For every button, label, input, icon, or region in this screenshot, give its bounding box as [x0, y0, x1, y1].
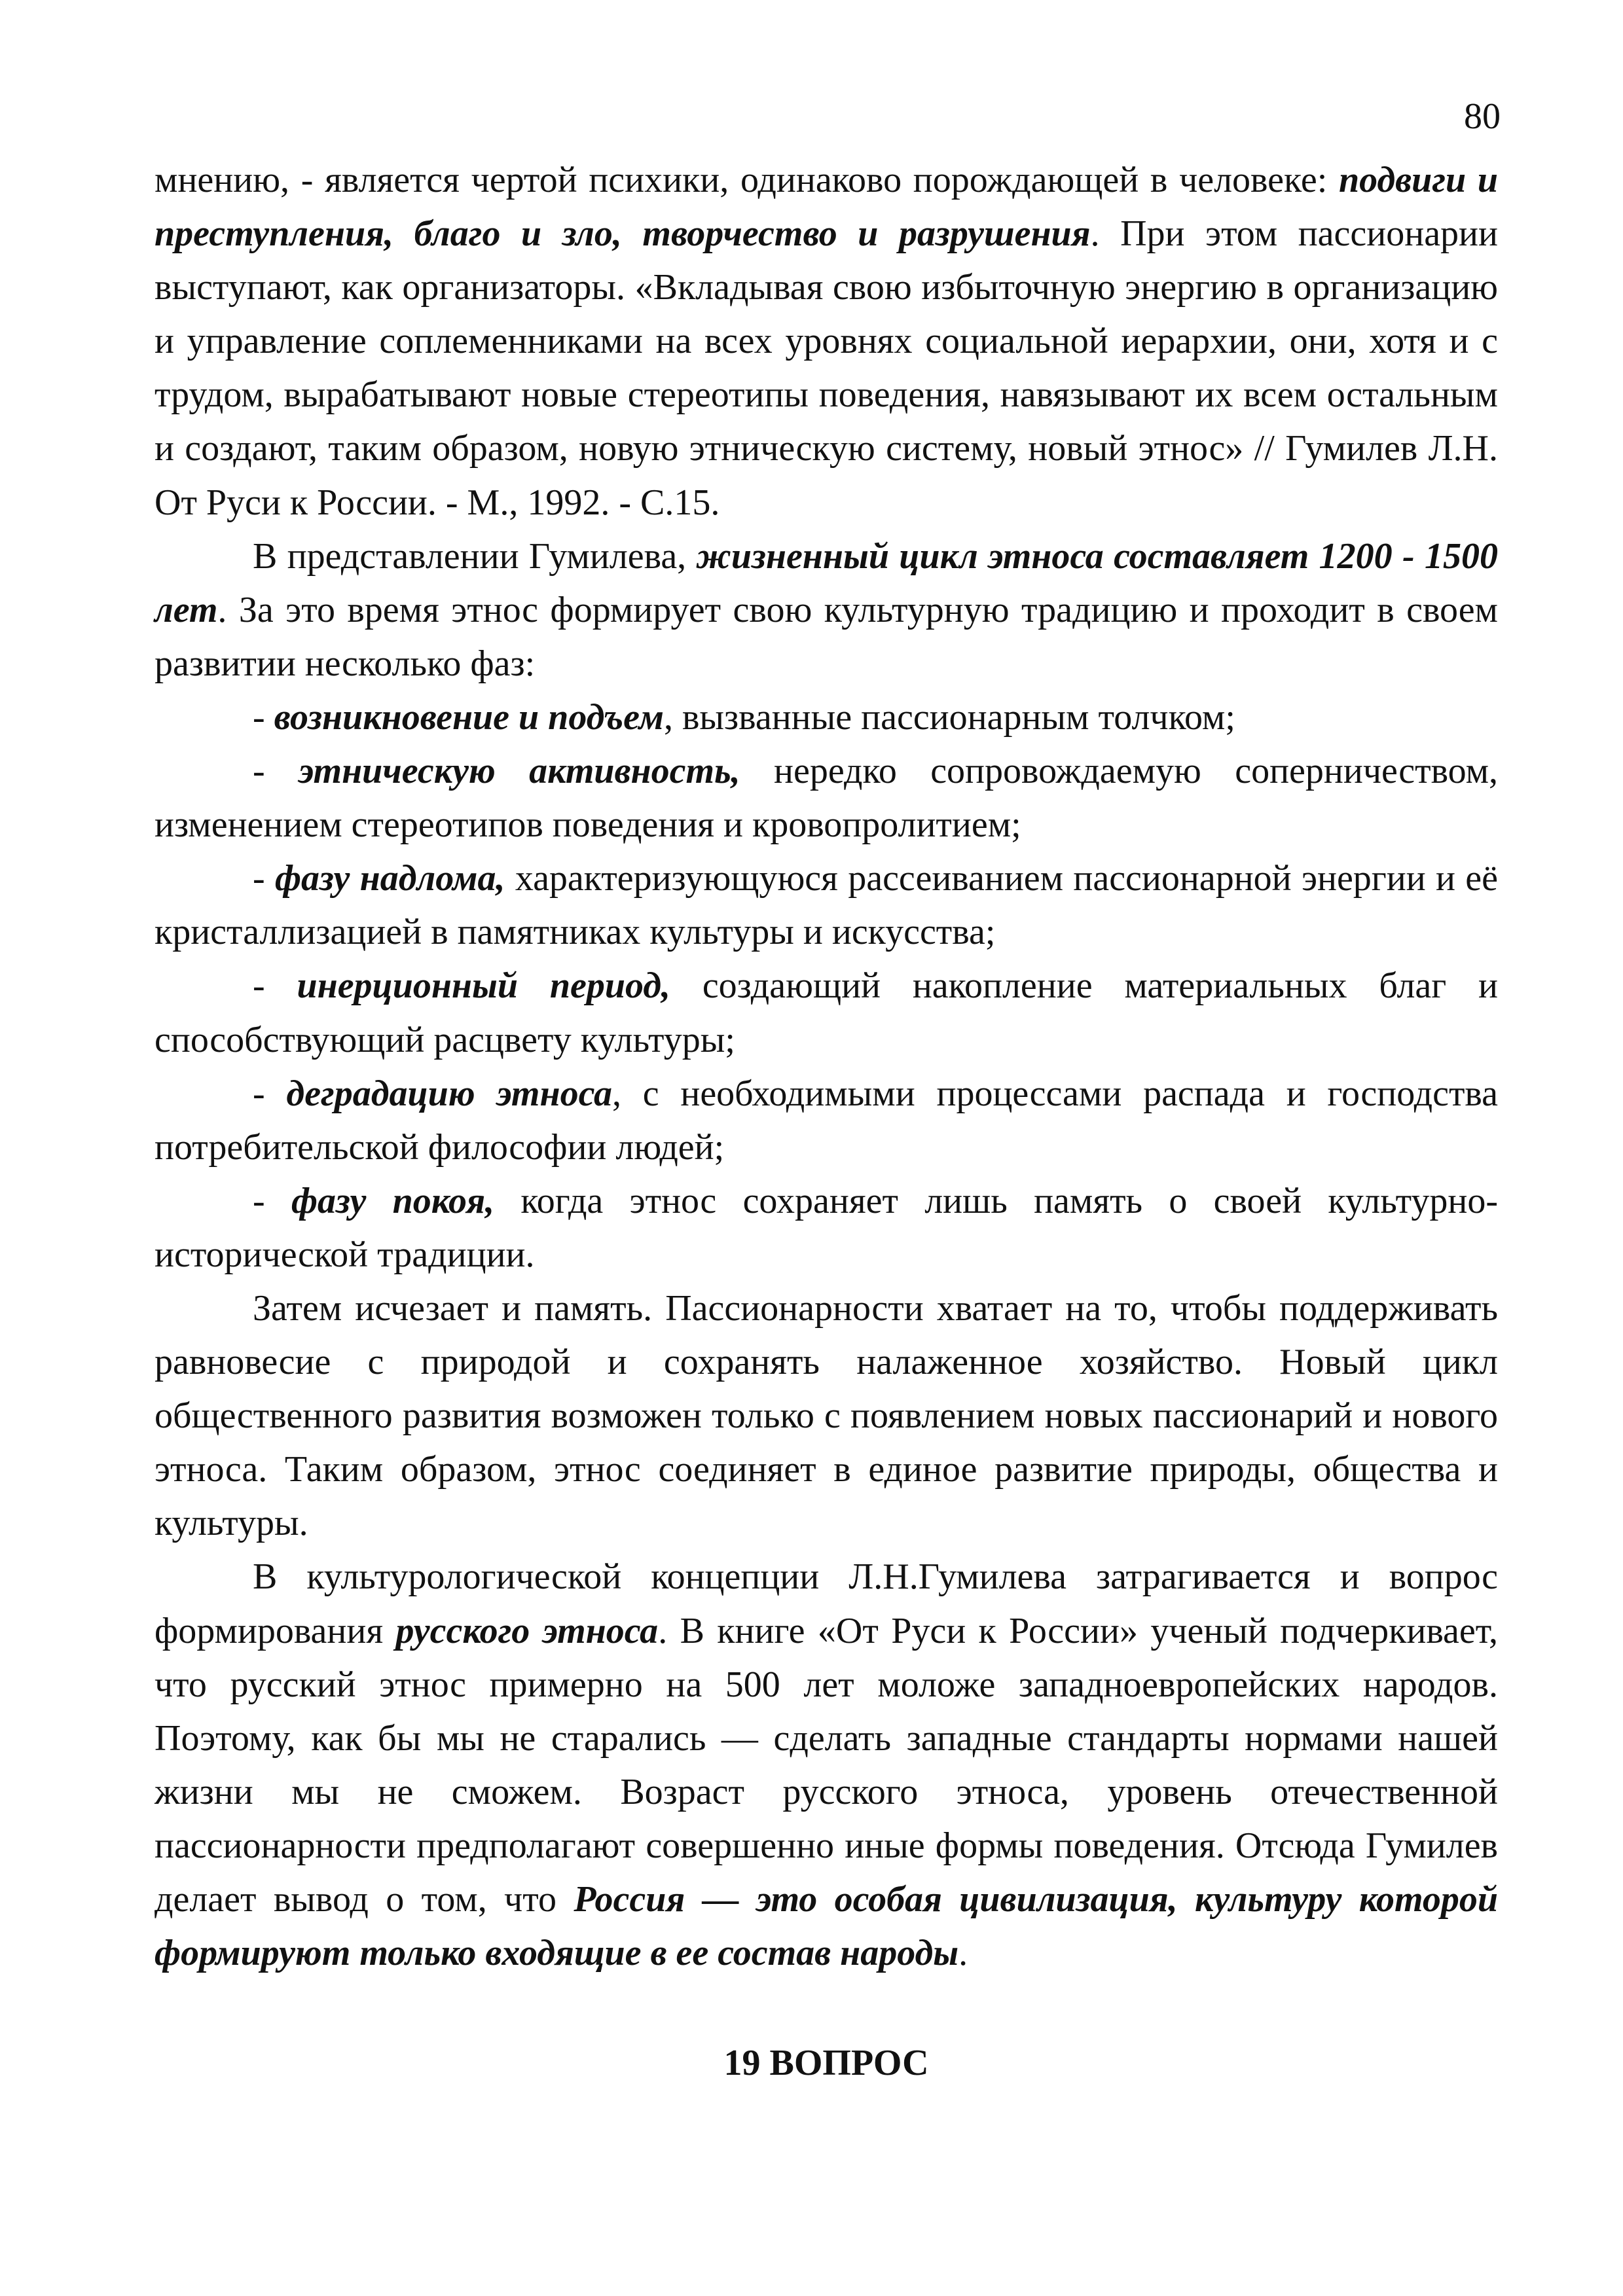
body-text	[155, 153, 1498, 1980]
list-item	[155, 744, 1498, 852]
list-item	[155, 1174, 1498, 1282]
text-run: . В книге «От Руси к России» ученый подчеркивает, что русский этнос примерно на 500 лет моложе западноевропейских народов. Поэтому, как бы мы не старались — сделать западные стандарты нормами нашей жизни мы не сможем. Возраст русского этноса, уровень отечественной пассионарности предполагают совершенно иные формы поведения. Отсюда Гумилев делает вывод о том, что	[155, 1610, 1499, 1920]
paragraph	[155, 529, 1498, 691]
paragraph	[155, 1550, 1498, 1980]
text-run: , с необходимыми процессами распада и господства потребительской философии людей;	[155, 1073, 1498, 1168]
paragraph	[155, 153, 1498, 529]
list-item	[155, 959, 1498, 1066]
emphasis-text: инерционный период,	[297, 965, 671, 1007]
text-run: характеризующуюся рассеиванием пассионарной энергии и её кристаллизацией в памятниках культуры и искусства;	[155, 858, 1498, 953]
text-run: создающий накопление материальных благ и способствующий расцвету культуры;	[155, 965, 1498, 1060]
text-run: В культурологической концепции Л.Н.Гумилева затрагивается и вопрос формирования	[155, 1556, 1498, 1651]
emphasis-text: фазу надлома,	[274, 858, 505, 899]
section-heading: 19 ВОПРОС	[723, 2043, 929, 2083]
text-run: Затем исчезает и память. Пассионарности хватает на то, чтобы поддерживать равновесие с природой и сохранять налаженное хозяйство. Новый цикл общественного развития возможен только с появлением новых пассионарий и нового этноса. Таким образом, этнос соединяет в единое развитие природы, общества и культуры.	[155, 1287, 1498, 1544]
text-run: нередко сопровождаемую соперничеством, изменением стереотипов поведения и кровопролитием;	[155, 751, 1499, 846]
emphasis-text: возникновение и подъем	[274, 696, 664, 738]
emphasis-text: этническую активность,	[299, 751, 740, 792]
emphasis-text: подвиги и преступления, благо и зло, творчество и разрушения	[155, 160, 1499, 255]
text-run: -	[253, 965, 297, 1007]
list-item	[155, 691, 1498, 744]
text-run: В представлении Гумилева,	[253, 535, 697, 577]
text-run: . За это время этнос формирует свою культурную традицию и проходит в своем развитии несколько фаз:	[155, 589, 1498, 684]
text-run: когда этнос сохраняет лишь память о своей культурно-исторической традиции.	[155, 1180, 1498, 1275]
text-run: мнению, - является чертой психики, одинаково порождающей в человеке:	[155, 160, 1339, 200]
text-run: -	[253, 1073, 287, 1114]
text-run: , вызванные пассионарным толчком;	[663, 696, 1235, 738]
text-run: -	[253, 858, 275, 899]
text-run: -	[253, 751, 299, 792]
text-run: .	[958, 1933, 968, 1974]
text-run: -	[253, 1180, 291, 1221]
page-number: 80	[1464, 96, 1501, 137]
emphasis-text: жизненный цикл этноса составляет 1200 - 1500 лет	[155, 535, 1498, 630]
text-run: . При этом пассионарии выступают, как организаторы. «Вкладывая свою избыточную энергию в организацию и управление соплеменниками на всех уровнях социальной иерархии, они, хотя и с трудом, вырабатывают новые стереотипы поведения, навязывают их всем остальным и создают, таким образом, новую этническую систему, новый этнос» // Гумилев Л.Н. От Руси к России. - М., 1992. - С.15.	[155, 213, 1498, 523]
emphasis-text: деградацию этноса	[286, 1073, 612, 1114]
text-run: -	[253, 696, 274, 738]
paragraph	[155, 1282, 1498, 1550]
list-item	[155, 852, 1498, 959]
emphasis-text: фазу покоя,	[291, 1180, 495, 1221]
list-item	[155, 1067, 1498, 1174]
emphasis-text: русского этноса	[395, 1610, 659, 1651]
emphasis-text: Россия — это особая цивилизация, культуру которой формируют только входящие в ее состав народы	[155, 1879, 1499, 1974]
